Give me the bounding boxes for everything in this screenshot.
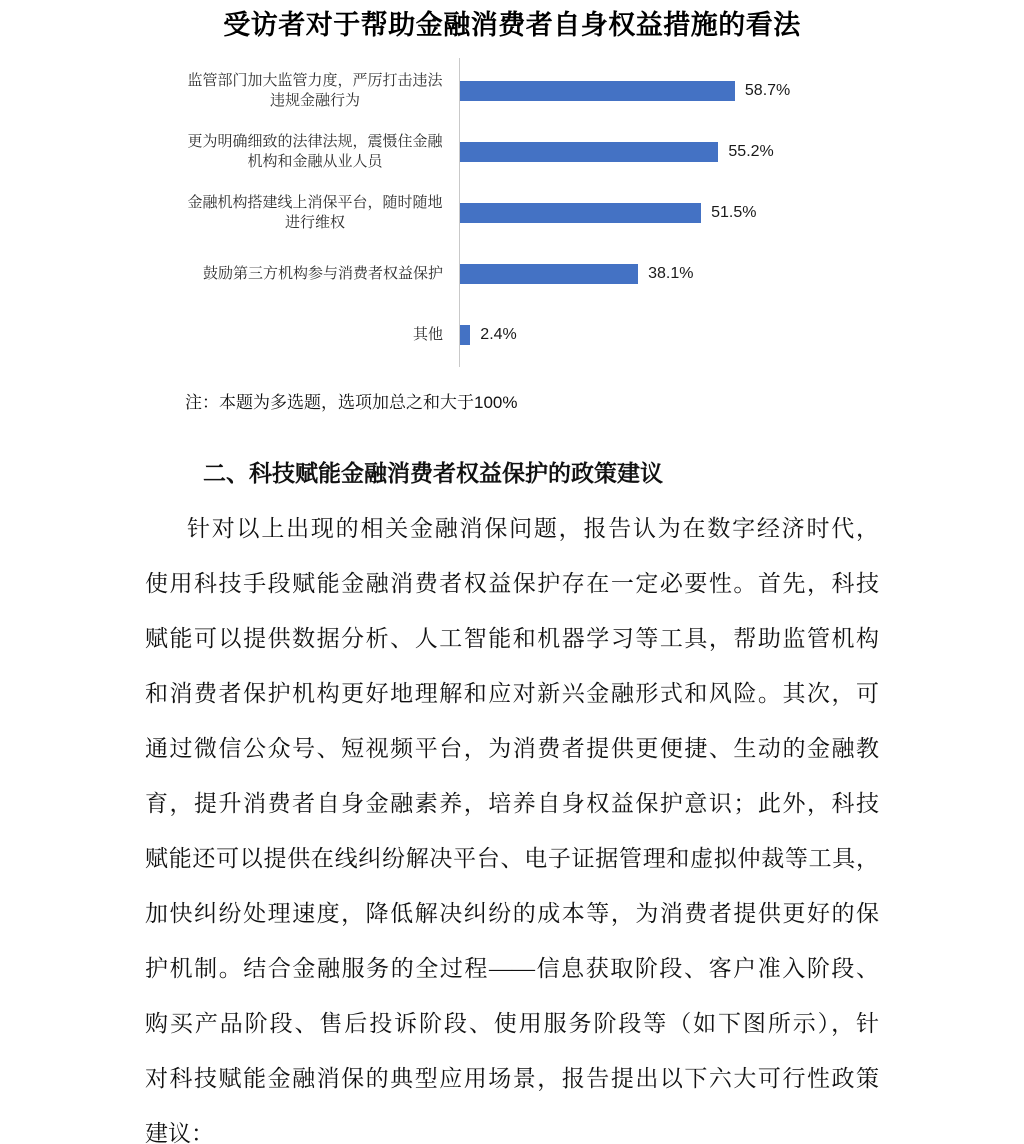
body-paragraph — [145, 501, 879, 1144]
body-line: 购买产品阶段、售后投诉阶段、使用服务阶段等（如下图所示），针 — [145, 1011, 879, 1036]
body-line: 通过微信公众号、短视频平台，为消费者提供更便捷、生动的金融教 — [145, 736, 879, 761]
body-line: 对科技赋能金融消保的典型应用场景，报告提出以下六大可行性政策 — [145, 1066, 879, 1091]
category-label: 鼓励第三方机构参与消费者权益保护 — [202, 264, 443, 282]
value-label: 2.4% — [480, 325, 517, 343]
body-line: 育，提升消费者自身金融素养，培养自身权益保护意识；此外，科技 — [145, 791, 879, 816]
body-line: 使用科技手段赋能金融消费者权益保护存在一定必要性。首先，科技 — [145, 571, 879, 596]
value-label: 58.7% — [744, 81, 791, 99]
body-line: 建议： — [145, 1121, 214, 1144]
bar — [459, 203, 701, 223]
category-label: 监管部门加大监管力度，严厉打击违法违规金融行为 — [187, 71, 443, 109]
bar-area — [459, 81, 790, 101]
category-label: 更为明确细致的法律法规，震慑住金融机构和金融从业人员 — [187, 132, 443, 170]
body-line: 加快纠纷处理速度，降低解决纠纷的成本等，为消费者提供更好的保 — [145, 901, 879, 926]
body-line: 针对以上出现的相关金融消保问题，报告认为在数字经济时代， — [187, 516, 879, 541]
bar-chart — [185, 60, 805, 365]
body-line: 赋能还可以提供在线纠纷解决平台、电子证据管理和虚拟仲裁等工具， — [145, 846, 879, 871]
bar — [459, 142, 718, 162]
chart-title: 受访者对于帮助金融消费者自身权益措施的看法 — [223, 10, 801, 40]
value-label: 38.1% — [648, 264, 694, 282]
bar-area — [459, 142, 774, 162]
bar-area — [459, 325, 517, 345]
body-line: 护机制。结合金融服务的全过程——信息获取阶段、客户准入阶段、 — [145, 956, 879, 981]
body-line: 赋能可以提供数据分析、人工智能和机器学习等工具，帮助监管机构 — [145, 626, 879, 651]
bar — [459, 264, 638, 284]
category-label: 金融机构搭建线上消保平台，随时随地进行维权 — [187, 193, 443, 231]
chart-row — [185, 182, 805, 243]
bar-area — [459, 264, 693, 284]
bar — [459, 325, 470, 345]
chart-note: 注：本题为多选题，选项加总之和大于100% — [185, 393, 518, 412]
bar-area — [459, 203, 756, 223]
chart-row — [185, 243, 805, 304]
value-label: 51.5% — [711, 203, 757, 221]
chart-row — [185, 121, 805, 182]
body-line: 和消费者保护机构更好地理解和应对新兴金融形式和风险。其次，可 — [145, 681, 879, 706]
chart-axis-line — [459, 58, 460, 367]
chart-row — [185, 304, 805, 365]
bar — [459, 81, 735, 101]
section-heading: 二、科技赋能金融消费者权益保护的政策建议 — [203, 460, 663, 486]
value-label: 55.2% — [728, 142, 774, 160]
category-label: 其他 — [412, 325, 443, 343]
chart-row — [185, 60, 805, 121]
